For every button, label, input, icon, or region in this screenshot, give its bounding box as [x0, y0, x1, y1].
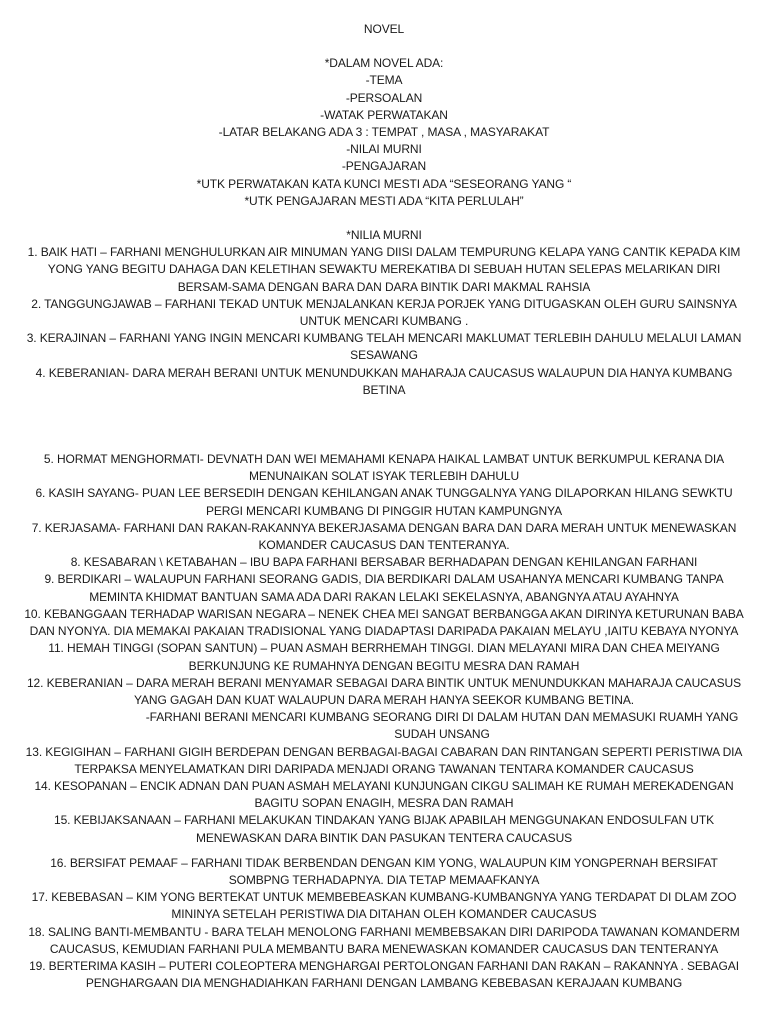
nilai-heading: *NILIA MURNI	[346, 228, 422, 243]
intro-item: -WATAK PERWATAKAN	[320, 107, 448, 122]
list-item: 19. BERTERIMA KASIH – PUTERI COLEOPTERA MENGHARGAI PERTOLONGAN FARHANI DAN RAKAN – RAKANNYA . SEBAGAI PENGHARGAAN DIA MENGHADIAHKAN FARHANI DENGAN LAMBANG KEBEBASAN KERAJAAN KUMBANG	[29, 958, 739, 991]
list-item: 1. BAIK HATI – FARHANI MENGHULURKAN AIR MINUMAN YANG DIISI DALAM TEMPURUNG KELAPA YANG CANTIK KEPADA KIM YONG YANG BEGITU DAHAGA DAN KELETIHAN SEWAKTU MEREKATIBA DI SEBUAH HUTAN SELEPAS MELARIKAN DIRI BERSAM-SAMA DENGAN BARA DAN DARA BINTIK DARI MAKMAL RAHSIA	[27, 245, 741, 294]
intro-item: -TEMA	[365, 73, 403, 88]
spacer	[20, 399, 748, 451]
document-title: NOVEL	[363, 22, 405, 36]
list-item: 13. KEGIGIHAN – FARHANI GIGIH BERDEPAN DENGAN BERBAGAI-BAGAI CABARAN DAN RINTANGAN SEPERTI PERISTIWA DIA TERPAKSA MENYELAMATKAN DIRI DARIPADA MENJADI ORANG TAWANAN TENTARA KOMANDER CAUCASUS	[25, 744, 743, 776]
list-item: 16. BERSIFAT PEMAAF – FARHANI TIDAK BERBENDAN DENGAN KIM YONG, WALAUPUN KIM YONGPERNAH BERSIFAT SOMBPNG TERHADAPNYA. DIA TETAP MEMAAFKANYA	[50, 855, 718, 887]
list-item: 5. HORMAT MENGHORMATI- DEVNATH DAN WEI MEMAHAMI KENAPA HAIKAL LAMBAT UNTUK BERKUMPUL KERANA DIA MENUNAIKAN SOLAT ISYAK TERLEBIH DAHULU	[43, 452, 725, 484]
list-item: 8. KESABARAN \ KETABAHAN – IBU BAPA FARHANI BERSABAR BERHADAPAN DENGAN KEHILANGAN FARHANI	[70, 555, 698, 570]
list-item: 3. KERAJINAN – FARHANI YANG INGIN MENCARI KUMBANG TELAH MENCARI MAKLUMAT TERLEBIH DAHULU MELALUI LAMAN SESAWANG	[26, 331, 742, 363]
spacer	[20, 210, 748, 227]
list-item: 11. HEMAH TINGGI (SOPAN SANTUN) – PUAN ASMAH BERRHEMAH TINGGI. DIAN MELAYANI MIRA DAN CHEA MEIYANG BERKUNJUNG KE RUMAHNYA DENGAN BEGITU MESRA DAN RAMAH	[48, 641, 720, 673]
intro-item: -PENGAJARAN	[341, 159, 427, 174]
list-item: 18. SALING BANTI-MEMBANTU - BARA TELAH MENOLONG FARHANI MEMBEBSAKAN DIRI DARIPODA TAWANAN KOMANDERM CAUCASUS, KEMUDIAN FARHANI PULA MEMBANTU BARA MENEWASKAN KOMANDER CAUCASUS DAN TENTERANYA	[28, 924, 740, 956]
intro-item: -NILAI MURNI	[346, 142, 422, 157]
list-item: 10. KEBANGGAAN TERHADAP WARISAN NEGARA – NENEK CHEA MEI SANGAT BERBANGGA AKAN DIRINYA KETURUNAN BABA DAN NYONYA. DIA MEMAKAI PAKAIAN TRADISIONAL YANG DIADAPTASI DARIPADA PAKAIAN MELAYU ,IAITU KEBAYA NYONYA	[24, 606, 744, 639]
spacer	[20, 38, 748, 55]
list-item: 17. KEBEBASAN – KIM YONG BERTEKAT UNTUK MEMBEBEASKAN KUMBANG-KUMBANGNYA YANG TERDAPAT DI DLAM ZOO MININYA SETELAH PERISTIWA DIA DITAHAN OLEH KOMANDER CAUCASUS	[31, 890, 737, 922]
list-item: 4. KEBERANIAN- DARA MERAH BERANI UNTUK MENUNDUKKAN MAHARAJA CAUCASUS WALAUPUN DIA HANYA KUMBANG BETINA	[35, 365, 733, 397]
intro-note: *UTK PENGAJARAN MESTI ADA “KITA PERLULAH”	[244, 193, 524, 208]
intro-heading: *DALAM NOVEL ADA:	[324, 56, 444, 71]
list-item: 6. KASIH SAYANG- PUAN LEE BERSEDIH DENGAN KEHILANGAN ANAK TUNGGALNYA YANG DILAPORKAN HILANG SEWKTU PERGI MENCARI KUMBANG DI PINGGIR HUTAN KAMPUNGNYA	[35, 486, 733, 518]
list-subitem: -FARHANI BERANI MENCARI KUMBANG SEORANG DIRI DI DALAM HUTAN DAN MEMASUKI RUAMH YANG SUDAH UNSANG	[145, 710, 739, 742]
intro-item: -PERSOALAN	[345, 90, 423, 105]
list-item: 12. KEBERANIAN – DARA MERAH BERANI MENYAMAR SEBAGAI DARA BINTIK UNTUK MENUNDUKKAN MAHARAJA CAUCASUS YANG GAGAH DAN KUAT WALAUPUN DARA MERAH HANYA SEEKOR KUMBANG BETINA.	[26, 675, 742, 707]
list-item: 14. KESOPANAN – ENCIK ADNAN DAN PUAN ASMAH MELAYANI KUNJUNGAN CIKGU SALIMAH KE RUMAH MEREKADENGAN BAGITU SOPAN ENAGIH, MESRA DAN RAMAH	[34, 778, 734, 811]
list-item: 9. BERDIKARI – WALAUPUN FARHANI SEORANG GADIS, DIA BERDIKARI DALAM USAHANYA MENCARI KUMBANG TANPA MEMINTA KHIDMAT BANTUAN SAMA ADA DARI RAKAN LELAKI SEKELASNYA, ABANGNYA ATAU AYAHNYA	[44, 572, 724, 604]
intro-item: -LATAR BELAKANG ADA 3 : TEMPAT , MASA , MASYARAKAT	[218, 125, 550, 140]
list-item: 15. KEBIJAKSANAAN – FARHANI MELAKUKAN TINDAKAN YANG BIJAK APABILAH MENGGUNAKAN ENDOSULFAN UTK MENEWASKAN DARA BINTIK DAN PASUKAN TENTERA CAUCASUS	[54, 813, 714, 845]
intro-note: *UTK PERWATAKAN KATA KUNCI MESTI ADA “SESEORANG YANG “	[196, 176, 572, 191]
list-item: 7. KERJASAMA- FARHANI DAN RAKAN-RAKANNYA BEKERJASAMA DENGAN BARA DAN DARA MERAH UNTUK MENEWASKAN KOMANDER CAUCASUS DAN TENTERANYA.	[31, 520, 737, 553]
spacer	[20, 847, 748, 855]
list-item: 2. TANGGUNGJAWAB – FARHANI TEKAD UNTUK MENJALANKAN KERJA PORJEK YANG DITUGASKAN OLEH GURU SAINSNYA UNTUK MENCARI KUMBANG .	[31, 296, 737, 329]
